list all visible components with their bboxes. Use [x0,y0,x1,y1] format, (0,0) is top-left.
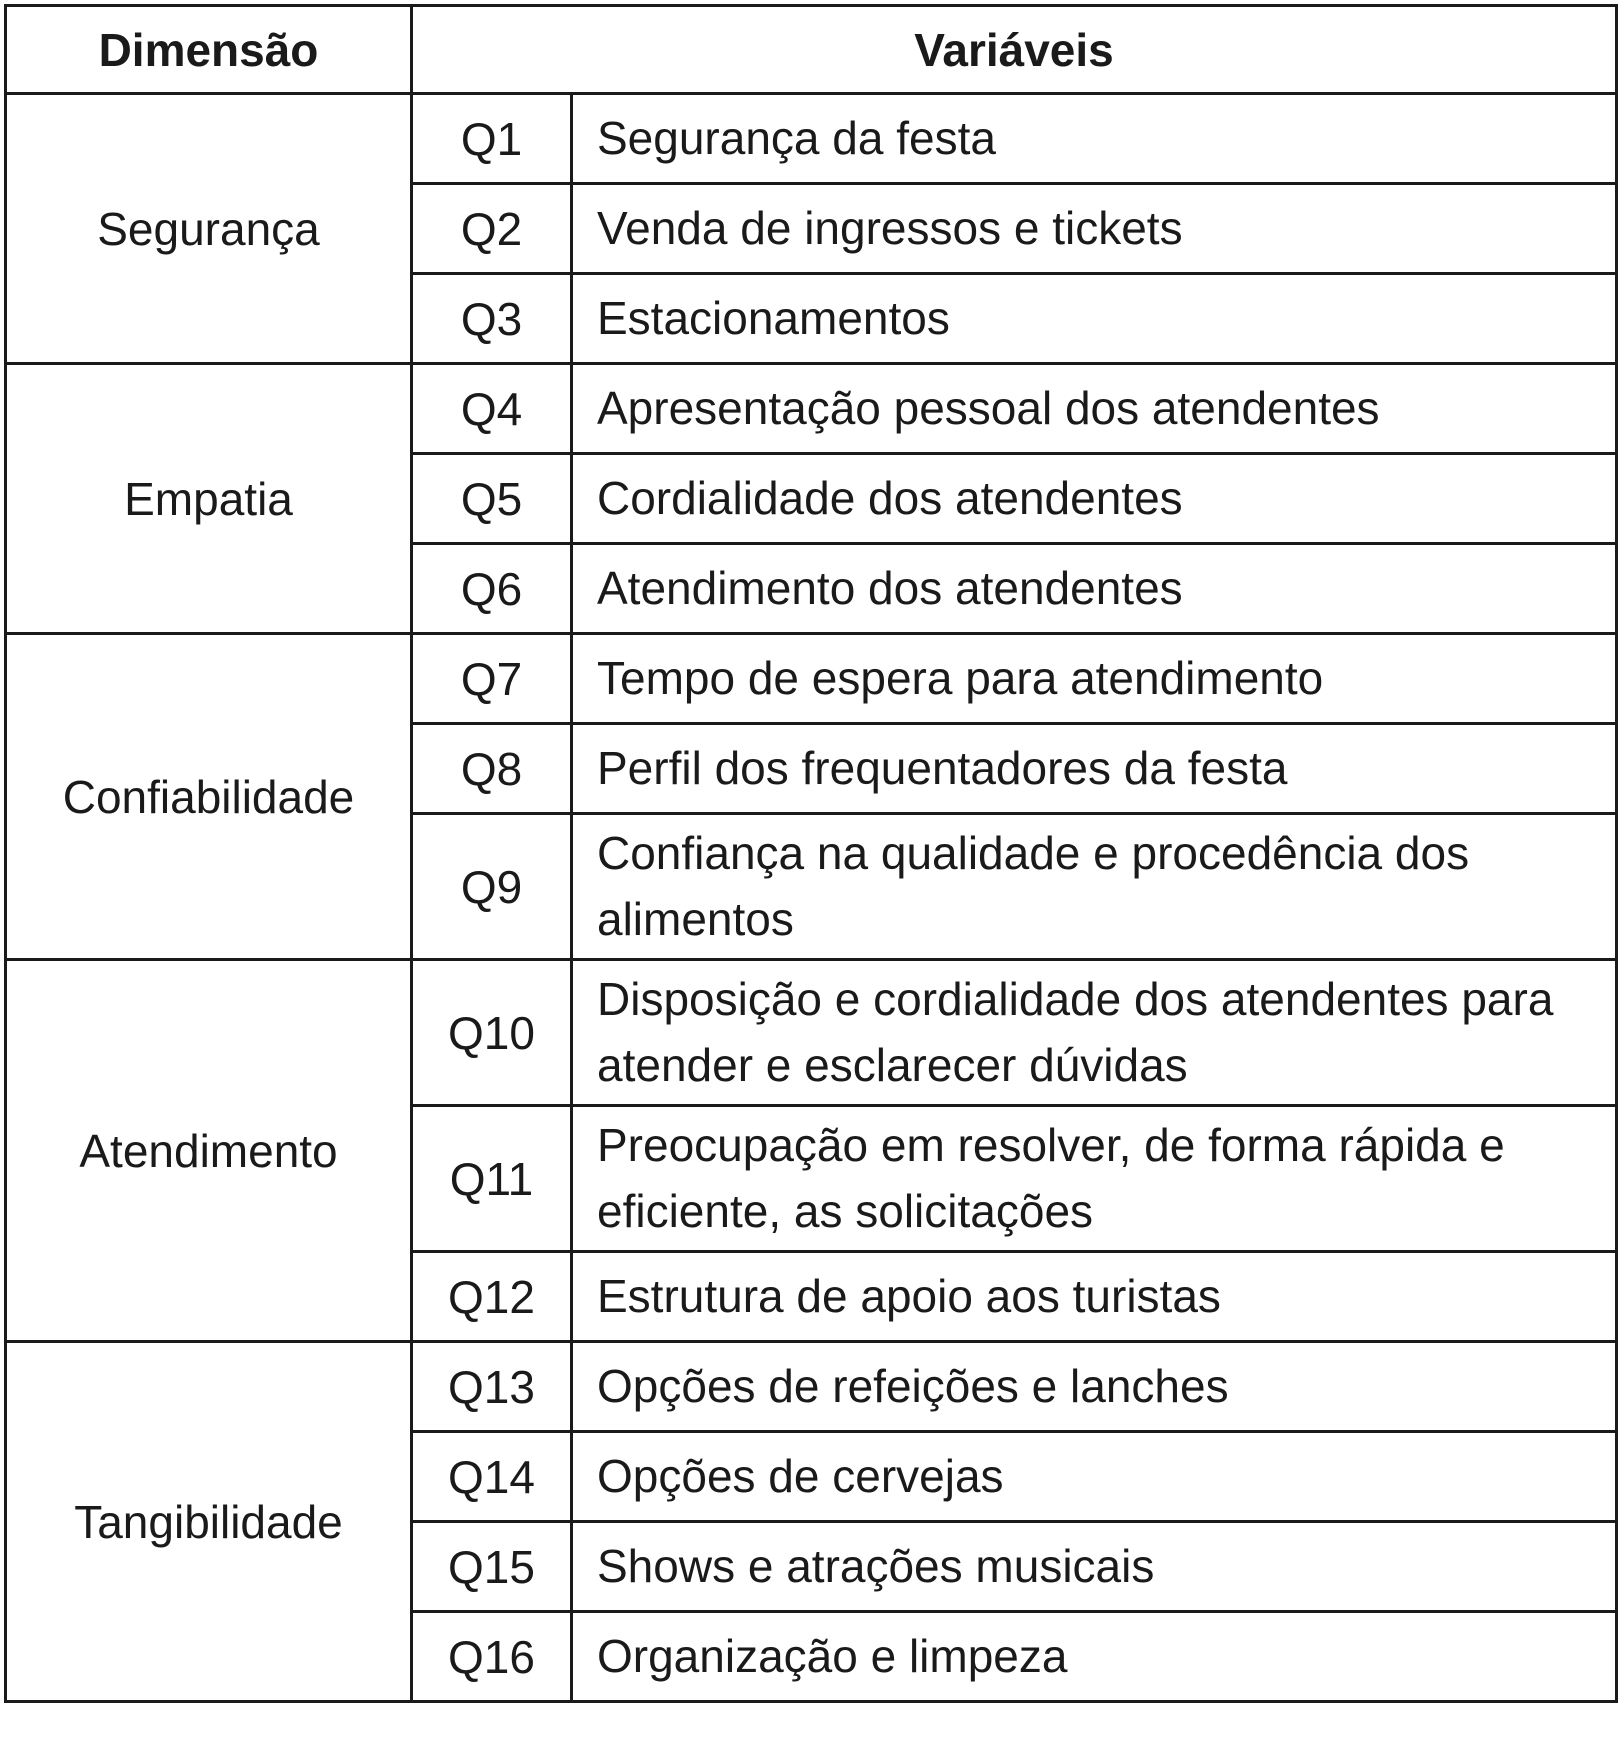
variable-code-cell: Q12 [412,1252,572,1342]
variable-text-cell: Cordialidade dos atendentes [572,454,1617,544]
dimension-cell: Tangibilidade [6,1342,412,1702]
variable-text-cell: Perfil dos frequentadores da festa [572,724,1617,814]
variable-text-cell: Organização e limpeza [572,1612,1617,1702]
variable-code-cell: Q3 [412,274,572,364]
variable-code-cell: Q4 [412,364,572,454]
variable-code-cell: Q6 [412,544,572,634]
table-header [6,6,1617,94]
table-body [6,94,1617,1702]
dimension-cell: Atendimento [6,960,412,1342]
table-row [6,1342,1617,1432]
dimension-cell: Confiabilidade [6,634,412,960]
variable-text-cell: Disposição e cordialidade dos atendentes para atender e esclarecer dúvidas [572,960,1617,1106]
variable-code-cell: Q7 [412,634,572,724]
variable-code-cell: Q8 [412,724,572,814]
header-row [6,6,1617,94]
dimensions-table [4,4,1618,1703]
variable-text-cell: Segurança da festa [572,94,1617,184]
variable-text-cell: Tempo de espera para atendimento [572,634,1617,724]
variable-code-cell: Q2 [412,184,572,274]
table-row [6,960,1617,1106]
variable-code-cell: Q11 [412,1106,572,1252]
variable-text-cell: Opções de cervejas [572,1432,1617,1522]
variable-code-cell: Q1 [412,94,572,184]
variable-text-cell: Preocupação em resolver, de forma rápida e eficiente, as solicitações [572,1106,1617,1252]
variable-text-cell: Estacionamentos [572,274,1617,364]
variable-code-cell: Q16 [412,1612,572,1702]
variable-code-cell: Q9 [412,814,572,960]
variable-text-cell: Apresentação pessoal dos atendentes [572,364,1617,454]
table-row [6,364,1617,454]
header-dimension: Dimensão [6,6,412,94]
variable-code-cell: Q5 [412,454,572,544]
variable-code-cell: Q15 [412,1522,572,1612]
variable-code-cell: Q13 [412,1342,572,1432]
variable-text-cell: Venda de ingressos e tickets [572,184,1617,274]
table-row [6,634,1617,724]
dimension-cell: Empatia [6,364,412,634]
variable-text-cell: Opções de refeições e lanches [572,1342,1617,1432]
variable-text-cell: Shows e atrações musicais [572,1522,1617,1612]
variable-text-cell: Confiança na qualidade e procedência dos alimentos [572,814,1617,960]
dimension-cell: Segurança [6,94,412,364]
header-variables: Variáveis [412,6,1617,94]
table-row [6,94,1617,184]
variable-text-cell: Atendimento dos atendentes [572,544,1617,634]
variable-code-cell: Q14 [412,1432,572,1522]
variable-text-cell: Estrutura de apoio aos turistas [572,1252,1617,1342]
table-container [4,4,1618,1703]
variable-code-cell: Q10 [412,960,572,1106]
